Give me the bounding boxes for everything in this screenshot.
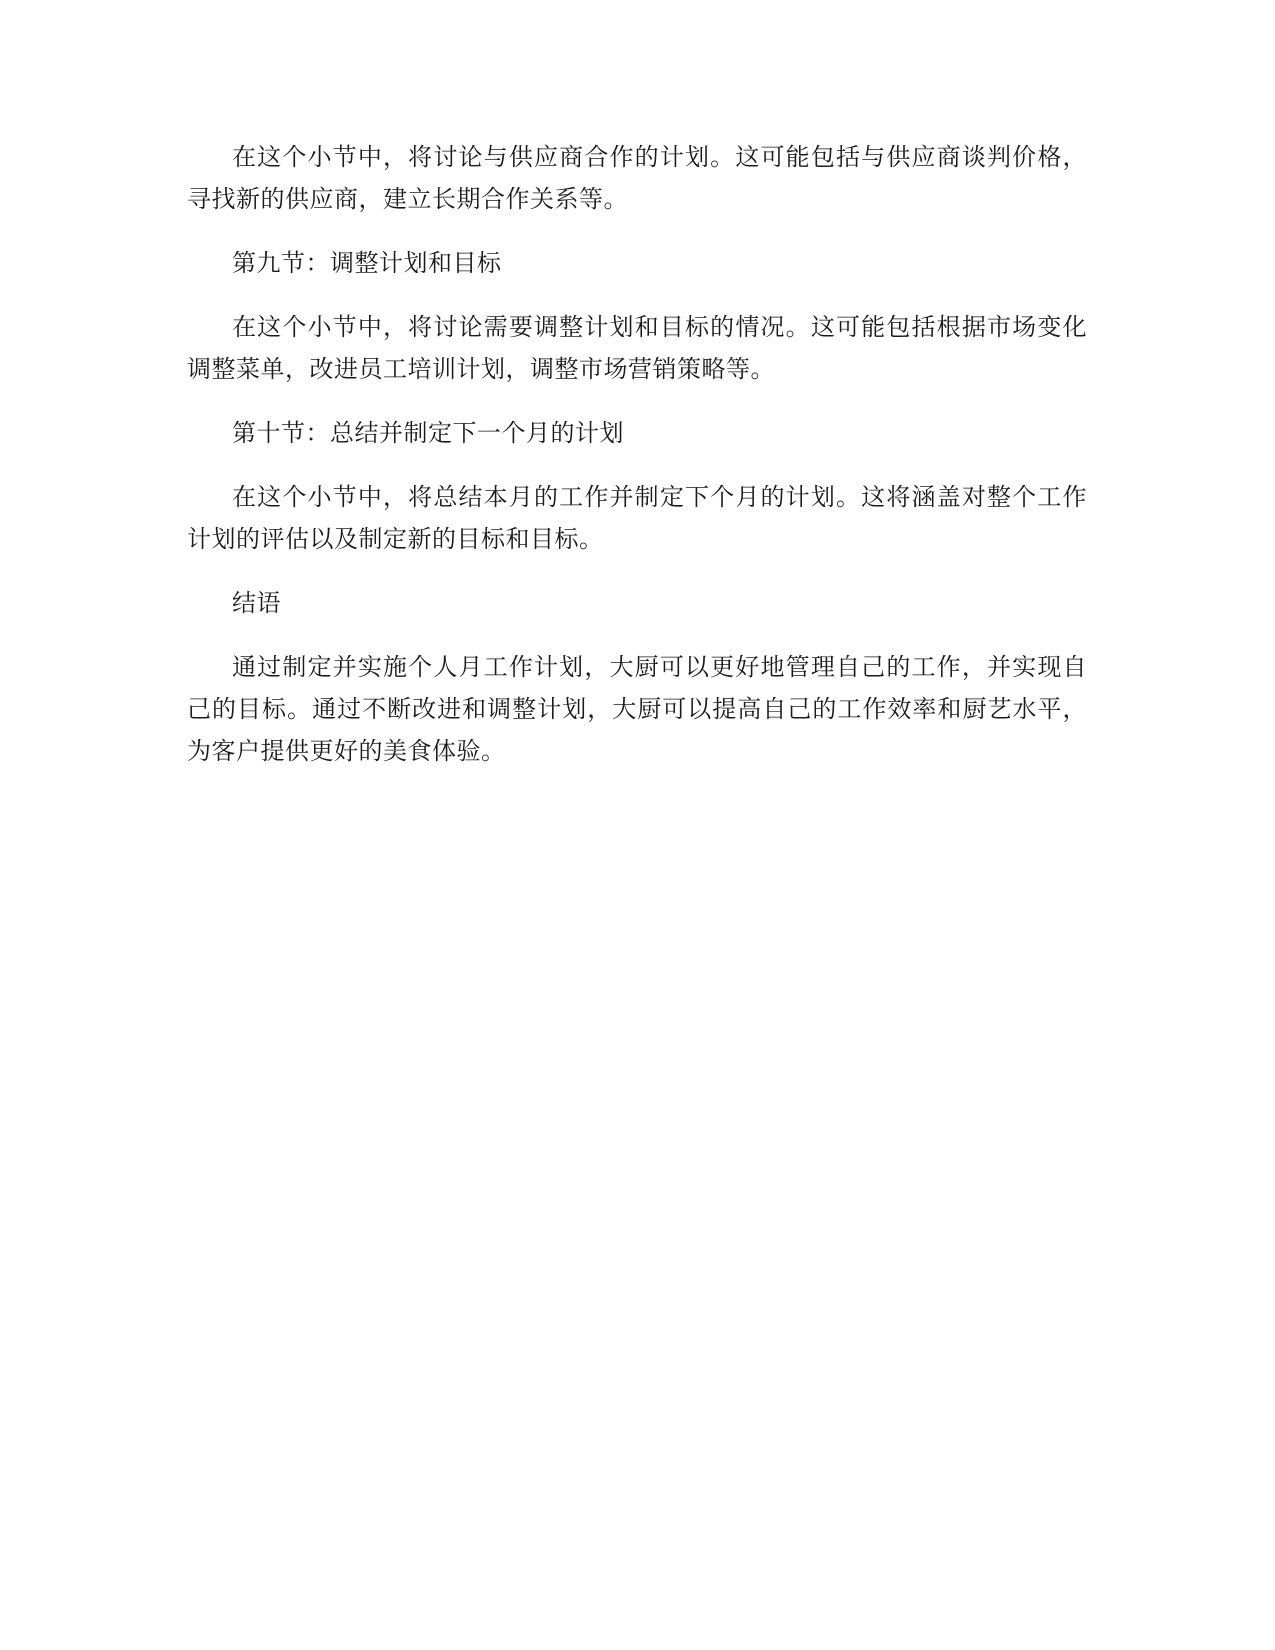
paragraph-supplier-cooperation: 在这个小节中，将讨论与供应商合作的计划。这可能包括与供应商谈判价格，寻找新的供应商，建立长期合作关系等。: [187, 143, 1087, 213]
section-heading-10: 第十节：总结并制定下一个月的计划: [232, 419, 624, 447]
paragraph-adjust-plan: 在这个小节中，将讨论需要调整计划和目标的情况。这可能包括根据市场变化调整菜单，改进员工培训计划，调整市场营销策略等。: [187, 313, 1087, 383]
paragraph-summary-next-month: 在这个小节中，将总结本月的工作并制定下个月的计划。这将涵盖对整个工作计划的评估以及制定新的目标和目标。: [187, 483, 1087, 553]
document-page: [187, 136, 1087, 794]
conclusion-heading: 结语: [232, 589, 281, 617]
paragraph-conclusion: 通过制定并实施个人月工作计划，大厨可以更好地管理自己的工作，并实现自己的目标。通过不断改进和调整计划，大厨可以提高自己的工作效率和厨艺水平，为客户提供更好的美食体验。: [187, 653, 1087, 765]
section-heading-9: 第九节：调整计划和目标: [232, 249, 502, 277]
